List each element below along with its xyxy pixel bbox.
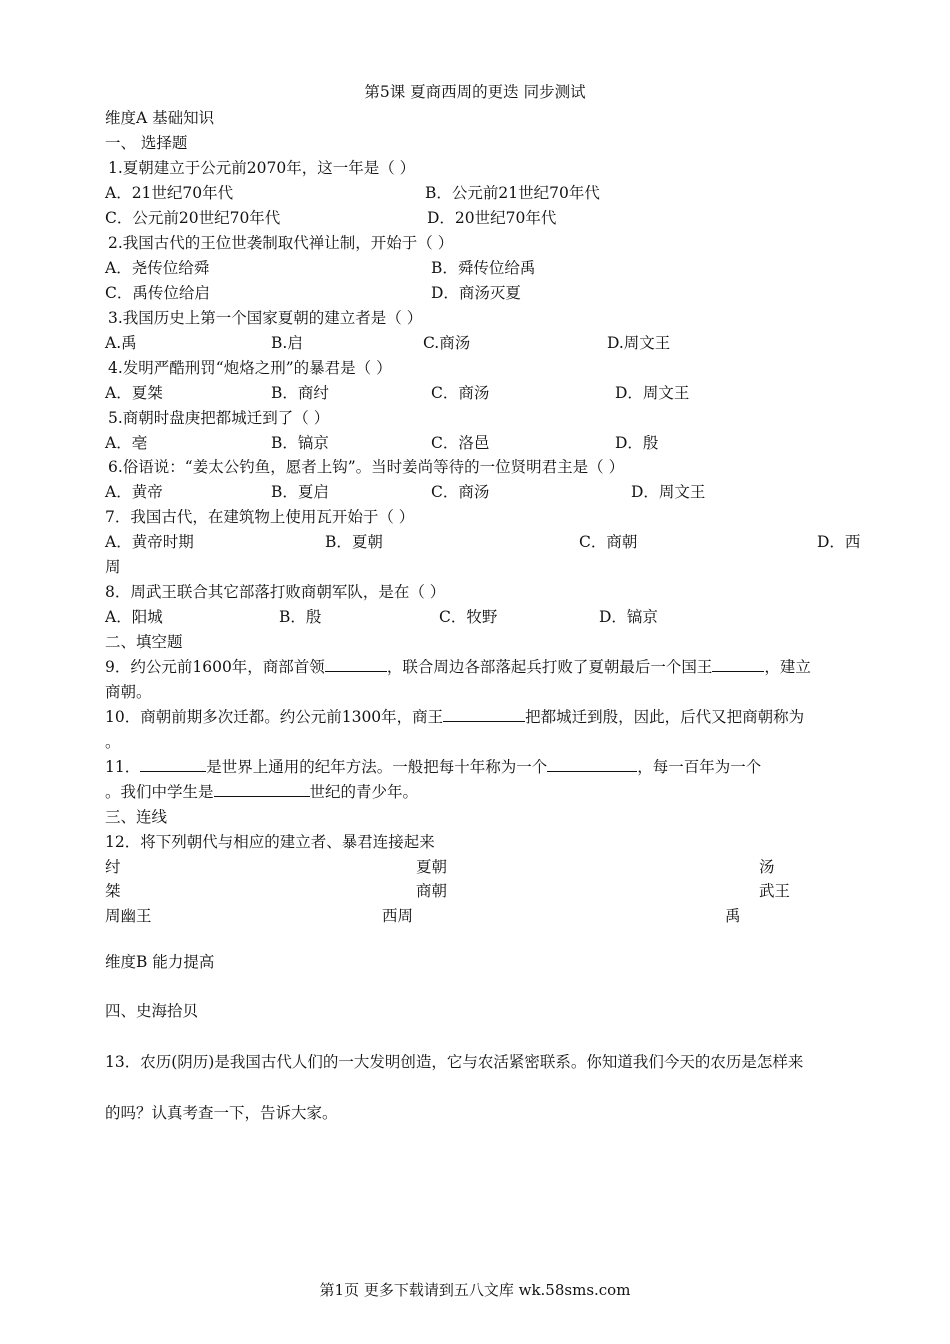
question-7: 7．我国古代，在建筑物上使用瓦开始于（ ） xyxy=(105,508,415,526)
q5-option-b: B．镐京 xyxy=(271,434,329,452)
section-choice-heading: 一、 选择题 xyxy=(105,134,188,152)
question-10-wrap: 。 xyxy=(105,733,121,751)
q7-option-d: D．西 xyxy=(817,533,861,551)
q2-option-b: B．舜传位给禹 xyxy=(431,259,536,277)
q11-blank-3 xyxy=(214,782,310,797)
q4-option-b: B．商纣 xyxy=(271,384,329,402)
match-right-1: 汤 xyxy=(759,858,775,876)
match-right-3: 禹 xyxy=(725,907,741,925)
q4-option-d: D．周文王 xyxy=(615,384,690,402)
dimension-a-heading: 维度A 基础知识 xyxy=(105,109,215,127)
q7-option-b: B．夏朝 xyxy=(325,533,383,551)
q9-text-a: 9．约公元前1600年，商部首领 xyxy=(105,658,325,676)
q1-option-c: C．公元前20世纪70年代 xyxy=(105,209,281,227)
question-9-wrap: 商朝。 xyxy=(105,683,152,701)
q6-option-c: C．商汤 xyxy=(431,483,490,501)
q11-text-b: 是世界上通用的纪年方法。一般把每十年称为一个 xyxy=(206,758,548,776)
q1-option-b: B．公元前21世纪70年代 xyxy=(425,184,600,202)
match-right-2: 武王 xyxy=(759,882,791,900)
question-4: 4.发明严酷刑罚“炮烙之刑”的暴君是（ ） xyxy=(108,359,392,377)
question-5: 5.商朝时盘庚把都城迁到了（ ） xyxy=(108,409,330,427)
match-left-2: 桀 xyxy=(105,882,121,900)
q3-option-a: A.禹 xyxy=(105,334,137,352)
q2-option-a: A．尧传位给舜 xyxy=(105,259,210,277)
q8-option-c: C．牧野 xyxy=(439,608,498,626)
q7-option-d-wrap: 周 xyxy=(105,558,121,576)
question-12: 12．将下列朝代与相应的建立者、暴君连接起来 xyxy=(105,833,435,851)
q9-blank-2 xyxy=(712,657,764,672)
question-1: 1.夏朝建立于公元前2070年，这一年是（ ） xyxy=(108,159,416,177)
page-footer: 第1页 更多下载请到五八文库 wk.58sms.com xyxy=(319,1281,631,1299)
section-matching-heading: 三、连线 xyxy=(105,808,168,826)
q9-text-c: ，建立 xyxy=(764,658,811,676)
q7-option-a: A．黄帝时期 xyxy=(105,533,194,551)
q11-text-d: 。我们中学生是 xyxy=(105,783,214,801)
section-history-heading: 四、史海拾贝 xyxy=(105,1002,199,1020)
q1-option-a: A．21世纪70年代 xyxy=(105,184,234,202)
q6-option-a: A．黄帝 xyxy=(105,483,163,501)
q1-option-d: D．20世纪70年代 xyxy=(427,209,557,227)
q4-option-c: C．商汤 xyxy=(431,384,490,402)
q11-text-a: 11． xyxy=(105,758,141,776)
question-10 xyxy=(105,707,804,727)
question-6: 6.俗语说：“姜太公钓鱼，愿者上钩”。当时姜尚等待的一位贤明君主是（ ） xyxy=(108,458,625,476)
question-3: 3.我国历史上第一个国家夏朝的建立者是（ ） xyxy=(108,309,423,327)
match-mid-1: 夏朝 xyxy=(416,858,448,876)
q5-option-c: C．洛邑 xyxy=(431,434,490,452)
match-left-1: 纣 xyxy=(105,858,121,876)
match-mid-2: 商朝 xyxy=(416,882,448,900)
q10-text-a: 10．商朝前期多次迁都。约公元前1300年，商王 xyxy=(105,708,444,726)
q8-option-d: D．镐京 xyxy=(599,608,658,626)
section-fill-heading: 二、填空题 xyxy=(105,633,183,651)
q3-option-d: D.周文王 xyxy=(607,334,671,352)
question-8: 8．周武王联合其它部落打败商朝军队，是在（ ） xyxy=(105,583,446,601)
question-11 xyxy=(105,757,761,777)
q9-text-b: ，联合周边各部落起兵打败了夏朝最后一个国王 xyxy=(386,658,713,676)
q8-option-a: A．阳城 xyxy=(105,608,163,626)
q2-option-c: C．禹传位给启 xyxy=(105,284,210,302)
q8-option-b: B．殷 xyxy=(279,608,322,626)
q6-option-d: D．周文王 xyxy=(631,483,706,501)
q6-option-b: B．夏启 xyxy=(271,483,329,501)
question-11-wrap xyxy=(105,782,418,802)
match-left-3: 周幽王 xyxy=(105,907,152,925)
question-9 xyxy=(105,657,811,677)
q10-blank-1 xyxy=(443,707,525,722)
question-13-wrap: 的吗？认真考查一下，告诉大家。 xyxy=(105,1104,338,1122)
q11-text-c: ，每一百年为一个 xyxy=(637,758,762,776)
q9-blank-1 xyxy=(325,657,387,672)
q3-option-c: C.商汤 xyxy=(423,334,471,352)
q7-option-c: C．商朝 xyxy=(579,533,638,551)
q5-option-d: D．殷 xyxy=(615,434,659,452)
page-title: 第5课 夏商西周的更迭 同步测试 xyxy=(364,83,586,101)
q5-option-a: A．亳 xyxy=(105,434,148,452)
dimension-b-heading: 维度B 能力提高 xyxy=(105,953,215,971)
question-2: 2.我国古代的王位世袭制取代禅让制，开始于（ ） xyxy=(108,234,454,252)
q11-blank-2 xyxy=(547,757,637,772)
q4-option-a: A．夏桀 xyxy=(105,384,163,402)
q11-blank-1 xyxy=(140,757,206,772)
question-13: 13．农历(阴历)是我国古代人们的一大发明创造，它与农活紧密联系。你知道我们今天的农历是怎样来 xyxy=(105,1053,804,1071)
q3-option-b: B.启 xyxy=(271,334,303,352)
q11-text-e: 世纪的青少年。 xyxy=(309,783,419,801)
q2-option-d: D．商汤灭夏 xyxy=(431,284,521,302)
q10-text-b: 把都城迁到殷，因此，后代又把商朝称为 xyxy=(525,708,805,726)
match-mid-3: 西周 xyxy=(382,907,414,925)
